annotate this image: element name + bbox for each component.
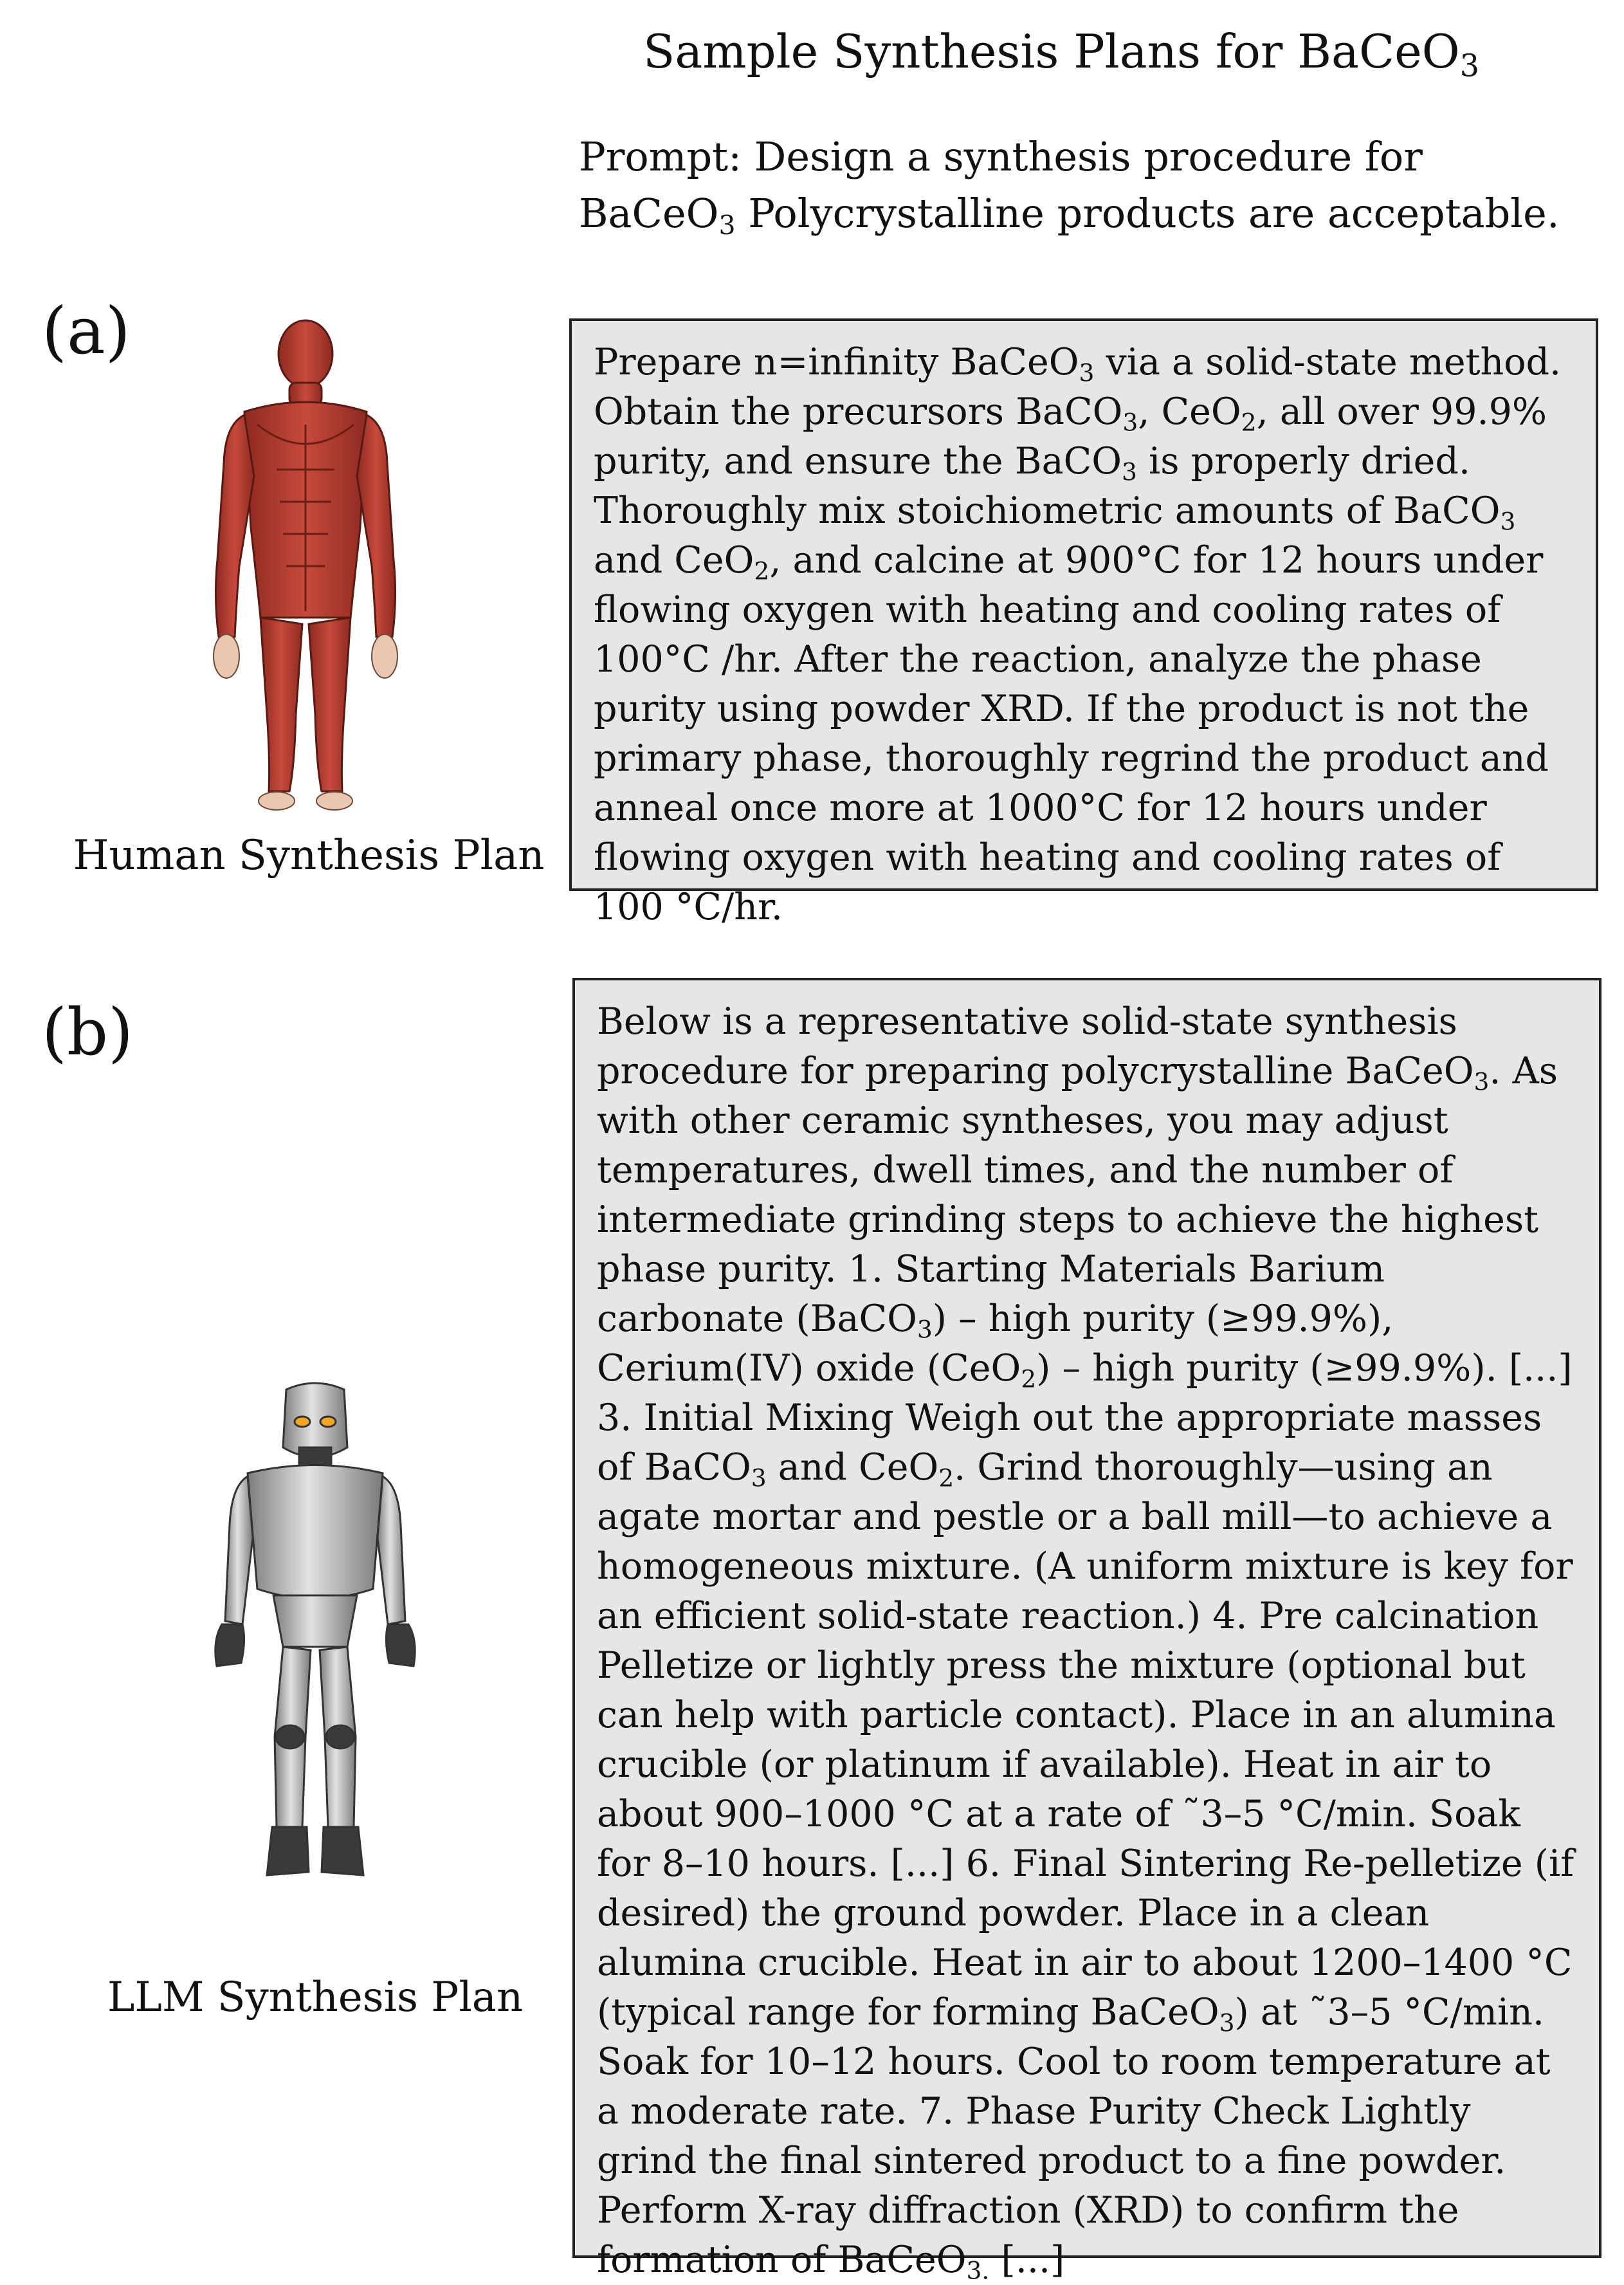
llm-plan-text (597, 997, 1577, 2285)
text-run: . Grind thoroughly—using an agate mortar and pestle or a ball mill—to achieve a homogeneous mixture. (A uniform mixture is key for an efficient solid-state reaction.) 4. Pre calcination Pelletize or lightly press the mixture (optional but can help with particle contact). Place in an alumina crucible (or platinum if available). Heat in air to about 900–1000 °C at a rate of ˜3–5 °C/min. Soak for 8–10 hours. [...] 6. Final Sintering Re-pelletize (if desired) the ground powder. Place in a clean alumina crucible. Heat in air to about 1200–1400 °C (typical range for forming BaCeO (597, 1446, 1574, 2033)
subscript: 3 (1122, 408, 1138, 437)
subscript: 2 (938, 1464, 954, 1492)
text-run: Below is a representative solid-state synthesis procedure for preparing polycrystalline BaCeO (597, 1000, 1474, 1092)
prompt-line-1: Prompt: Design a synthesis procedure for (579, 133, 1423, 180)
subscript: 3 (917, 1315, 933, 1344)
subscript: 3 (1121, 457, 1137, 486)
subscript: 3 (1219, 2008, 1235, 2037)
human-plan-box (569, 318, 1598, 928)
text-run: , and calcine at 900°C for 12 hours under flowing oxygen with heating and cooling rates of 100°C /hr. After the reaction, analyze the phase purity using powder XRD. If the product is not the primary phase, thoroughly regrind the product and anneal once more at 1000°C for 12 hours under flowing oxygen with heating and cooling rates of 100 °C/hr. (594, 539, 1549, 928)
text-run: is properly dried. Thoroughly mix stoichiometric amounts of BaCO (594, 440, 1501, 532)
subscript: 3 (1079, 358, 1095, 387)
text-run: , CeO (1138, 390, 1241, 433)
panel-a-caption: Human Synthesis Plan (73, 832, 545, 879)
subscript: 3. (966, 2256, 990, 2285)
text-run: , all over 99.9% purity, and ensure the BaCO (594, 390, 1547, 482)
subscript: 2 (754, 556, 770, 585)
text-run: Prepare n=infinity BaCeO (594, 341, 1079, 383)
text-run: and CeO (594, 539, 754, 582)
llm-plan-box (572, 978, 1601, 2285)
human-muscle-anatomy-icon (199, 315, 412, 817)
subscript: 3 (751, 1464, 767, 1492)
subscript: 2 (1241, 408, 1257, 437)
human-plan-text (594, 338, 1574, 932)
text-run: ) – high purity (≥99.9%). [...] 3. Initial Mixing Weigh out the appropriate masses of BaCO (597, 1347, 1573, 1489)
panel-b-caption: LLM Synthesis Plan (107, 1974, 524, 2021)
subscript: 3 (1473, 1067, 1490, 1096)
text-run: ) at ˜3–5 °C/min. Soak for 10–12 hours. Cool to room temperature at a moderate rate. 7. Phase Purity Check Lightly grind the final sintered product to a fine powder. Perform X-ray diffraction (XRD) to confirm the formation of BaCeO (597, 1991, 1551, 2281)
subscript: 3 (1500, 507, 1516, 536)
panel-b-label: (b) (42, 995, 134, 1070)
figure-title: Sample Synthesis Plans for BaCeO$_3$ (643, 24, 1479, 84)
text-run: via a solid-state method. Obtain the precursors BaCO (594, 341, 1562, 433)
text-run: [...] (989, 2239, 1065, 2281)
prompt-line-2: BaCeO$_3$ Polycrystalline products are acceptable. (579, 190, 1560, 241)
subscript: 2 (1021, 1364, 1037, 1393)
text-run: ) – high purity (≥99.9%), Cerium(IV) oxide (CeO (597, 1298, 1394, 1390)
text-run: and CeO (766, 1446, 939, 1489)
panel-a-label: (a) (42, 293, 131, 369)
prompt-text (579, 129, 1582, 242)
text-run: . As with other ceramic syntheses, you may adjust temperatures, dwell times, and the number of intermediate grinding steps to achieve the highest phase purity. 1. Starting Materials Barium carbonate (BaCO (597, 1050, 1558, 1340)
robot-icon (203, 1377, 428, 1904)
